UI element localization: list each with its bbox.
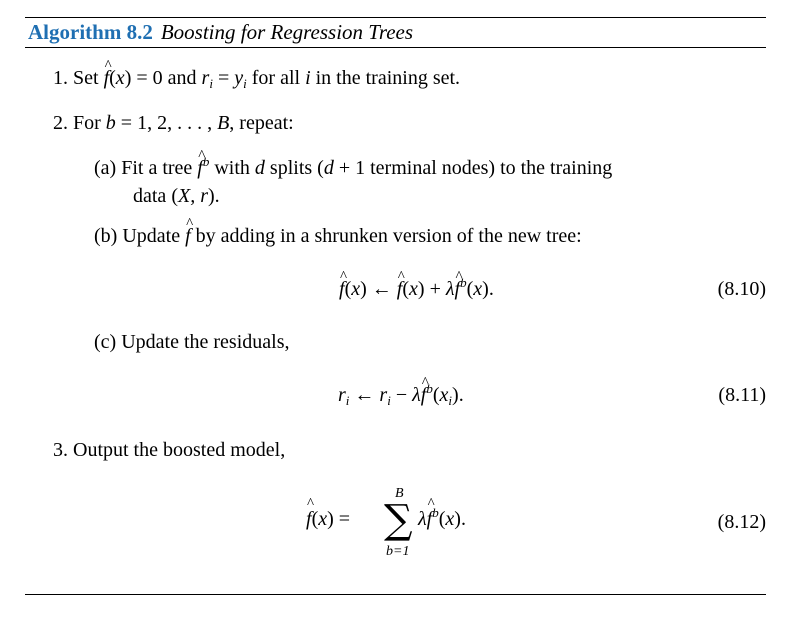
step-2b-number: (b) — [94, 225, 118, 247]
step-2-number: 2. — [53, 112, 68, 134]
header-rule — [25, 47, 766, 48]
step-2-formula-b: b = 1, 2, . . . , B, — [105, 112, 235, 134]
step-2a-text-with: with — [214, 157, 250, 179]
equation-8-11-formula: $r_i$ ← $r_i$ − λ^ $f^b(x_i)$. — [338, 384, 464, 406]
step-1-formula-i: i — [305, 67, 311, 89]
step-1-text-set: Set — [73, 67, 99, 89]
step-2b-text-rest: by adding in a shrunken version of the new tree: — [195, 225, 582, 247]
step-1-text-forall: for all — [251, 67, 301, 89]
step-2b — [94, 223, 582, 249]
sum-lower-limit: b=1 — [386, 544, 410, 559]
step-2a-text-splits: splits ( — [269, 157, 324, 179]
equation-8-12-lhs: ^ f(x) = — [306, 508, 350, 531]
algorithm-header — [28, 19, 413, 45]
equation-number-8-12: (8.12) — [717, 511, 766, 533]
step-1-text-end: in the training set. — [315, 67, 461, 89]
step-2a-formula-xr: (X, r). — [171, 185, 220, 207]
step-2a-number: (a) — [94, 157, 117, 179]
step-2a-text-data: data — [133, 185, 167, 207]
equation-8-12-rhs: λ^ $f^b(x)$. — [418, 508, 466, 531]
equation-8-10 — [339, 276, 494, 302]
step-2a-formula-d1: d + 1 — [323, 157, 366, 179]
step-1-number: 1. — [53, 67, 68, 89]
step-3-text: Output the boosted model, — [73, 439, 286, 461]
step-2-text-repeat: repeat: — [239, 112, 294, 134]
step-2b-formula-f: ^ f — [185, 225, 191, 247]
step-2c-number: (c) — [94, 331, 117, 353]
step-3-number: 3. — [53, 439, 68, 461]
step-2c — [94, 329, 289, 355]
step-2-text-for: For — [73, 112, 101, 134]
step-3 — [53, 437, 285, 463]
step-2c-text: Update the residuals, — [121, 331, 290, 353]
step-2a-continued — [133, 183, 220, 209]
equation-number-8-10: (8.10) — [717, 278, 766, 300]
equation-number-8-11: (8.11) — [718, 384, 766, 406]
equation-8-11 — [338, 382, 464, 408]
step-2a-formula-d: d — [254, 157, 265, 179]
algorithm-label: Algorithm 8.2 — [28, 20, 153, 44]
algorithm-title: Boosting for Regression Trees — [160, 20, 414, 44]
bottom-rule — [25, 594, 766, 595]
step-1 — [53, 65, 460, 91]
step-2a-text-terminal: terminal nodes) to the training — [370, 157, 613, 179]
equation-8-10-formula: ^ f(x) ← ^ f(x) + λ^ $f^b(x)$. — [339, 278, 494, 300]
step-1-formula-fx: ^ f(x) = 0 — [104, 67, 163, 89]
step-2a-text-fit: Fit a tree — [121, 157, 193, 179]
step-1-text-and: and — [167, 67, 197, 89]
top-rule — [25, 17, 766, 18]
step-2a-formula-fb: ^ $f^b$ — [197, 157, 209, 179]
sum-upper-limit: B — [395, 486, 404, 501]
summation-sign: ∑ — [384, 497, 413, 543]
step-2 — [53, 110, 294, 136]
equation-8-12 — [306, 486, 506, 566]
step-2b-text-update: Update — [122, 225, 181, 247]
step-2a — [94, 155, 612, 181]
step-1-formula-r: $r_i = y_i$ — [201, 67, 247, 91]
